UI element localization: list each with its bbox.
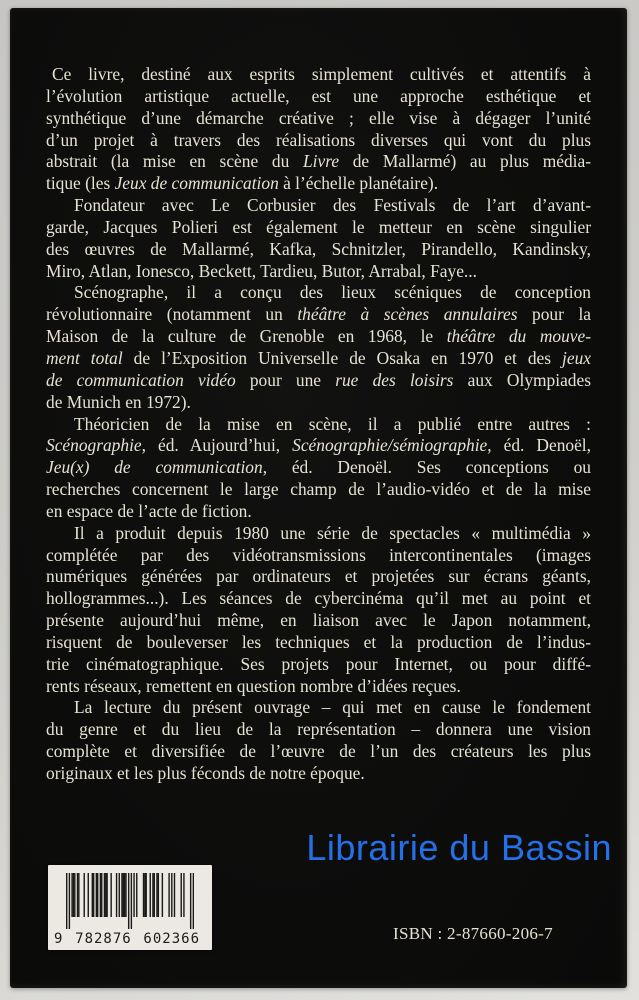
- text-segment: Maison de la culture de Grenoble en 1968, le: [46, 326, 447, 347]
- isbn-label: ISBN : 2-87660-206-7: [393, 924, 553, 943]
- text-segment: Scénographe, il a conçu des lieux scéniques de conception: [74, 282, 591, 303]
- text-line: [46, 261, 591, 283]
- bookseller-watermark: Librairie du Bassin: [306, 827, 612, 868]
- text-line: [46, 195, 591, 217]
- text-segment: aux Olympiades: [453, 369, 591, 390]
- italic-text-segment: théâtre à scènes annulaires: [297, 304, 518, 325]
- text-line: [46, 479, 591, 501]
- italic-text-segment: Jeu(x) de communication: [46, 457, 263, 478]
- text-segment: garde, Jacques Polieri est également le metteur en scène singulier: [46, 216, 591, 237]
- text-segment: Fondateur avec Le Corbusier des Festivals de l’art d’avant-: [74, 195, 591, 216]
- text-segment: risquent de bouleverser les techniques et la production de l’indus-: [46, 631, 591, 652]
- text-segment: abstrait (la mise en scène du: [46, 151, 303, 172]
- text-line: [46, 108, 591, 130]
- text-line: [46, 130, 591, 152]
- italic-text-segment: Livre: [302, 151, 340, 172]
- text-segment: Miro, Atlan, Ionesco, Beckett, Tardieu, Butor, Arrabal, Faye...: [46, 260, 477, 281]
- text-segment: de Munich en 1972).: [46, 391, 191, 412]
- text-line: [46, 523, 591, 545]
- text-segment: Ce livre, destiné aux esprits simplement cultivés et attentifs à: [52, 64, 591, 84]
- italic-text-segment: jeux: [562, 347, 591, 368]
- text-segment: , éd. Aujourd’hui,: [141, 435, 293, 456]
- text-line: [46, 414, 591, 436]
- text-line: [46, 435, 591, 457]
- text-line: [46, 457, 591, 479]
- barcode-digit-group: 602366: [143, 931, 200, 947]
- text-line: [46, 304, 591, 326]
- text-segment: complétée par des vidéotransmissions intercontinentales (images: [46, 544, 591, 565]
- text-segment: Théoricien de la mise en scène, il a publié entre autres :: [74, 413, 591, 434]
- text-line: [46, 370, 591, 392]
- text-line: [46, 566, 591, 588]
- text-segment: tique (les: [46, 173, 115, 194]
- text-segment: de Mallarmé) au plus média-: [339, 151, 591, 172]
- text-segment: hollogrammes...). Les séances de cybercinéma qu’il met au point et: [46, 588, 591, 609]
- text-line: [46, 86, 591, 108]
- text-segment: , éd. Denoël,: [487, 435, 591, 456]
- text-segment: à l’échelle planétaire).: [278, 173, 439, 194]
- text-segment: recherches concernent le large champ de l’audio-vidéo et de la mise: [46, 479, 591, 500]
- text-segment: La lecture du présent ouvrage – qui met en cause le fondement: [74, 697, 591, 718]
- text-line: [46, 239, 591, 261]
- text-segment: originaux et les plus féconds de notre époque.: [46, 763, 365, 783]
- text-line: [46, 501, 591, 523]
- book-back-cover: [10, 8, 627, 988]
- text-segment: en espace de l’acte de fiction.: [46, 500, 252, 521]
- text-segment: complète et diversifiée de l’œuvre de l’un des créateurs les plus: [46, 741, 591, 762]
- text-line: [46, 632, 591, 654]
- text-line: [46, 719, 591, 741]
- text-line: [46, 610, 591, 632]
- text-line: [46, 348, 591, 370]
- italic-text-segment: ment total: [46, 347, 123, 368]
- text-segment: présente aujourd’hui même, en liaison avec le Japon notamment,: [46, 610, 591, 631]
- italic-text-segment: Scénographie: [46, 435, 142, 456]
- text-segment: synthétique d’une démarche créative ; elle vise à dégager l’unité: [46, 107, 591, 128]
- italic-text-segment: de communication vidéo: [46, 369, 236, 390]
- text-segment: révolutionnaire (notamment un: [46, 304, 298, 325]
- text-segment: rents réseaux, remettent en question nombre d’idées reçues.: [46, 675, 461, 696]
- back-cover-text: [46, 64, 591, 785]
- text-segment: l’évolution artistique actuelle, est une approche esthétique et: [46, 85, 591, 106]
- text-segment: du genre et du lieu de la représentation – donnera une vision: [46, 719, 591, 740]
- italic-text-segment: Jeux de communication: [114, 173, 279, 194]
- text-line: [46, 151, 591, 173]
- text-line: [46, 326, 591, 348]
- barcode-label: [48, 865, 212, 950]
- barcode-digit-group: 782876: [75, 931, 132, 947]
- text-line: [46, 654, 591, 676]
- text-line: [46, 676, 591, 698]
- text-segment: trie cinématographique. Ses projets pour Internet, ou pour diffé-: [46, 653, 591, 674]
- text-line: [46, 173, 591, 195]
- text-line: [46, 588, 591, 610]
- text-segment: des œuvres de Mallarmé, Kafka, Schnitzler, Pirandello, Kandinsky,: [46, 238, 591, 259]
- text-segment: , éd. Denoël. Ses conceptions ou: [262, 457, 591, 478]
- barcode-digit-group: 9: [54, 931, 64, 947]
- text-line: [46, 697, 591, 719]
- italic-text-segment: théâtre du mouve-: [446, 326, 591, 347]
- barcode-bars-icon: [66, 873, 194, 931]
- text-line: [46, 741, 591, 763]
- text-line: [46, 282, 591, 304]
- text-segment: Il a produit depuis 1980 une série de spectacles « multimédia »: [74, 522, 591, 543]
- text-line: [46, 545, 591, 567]
- barcode-number: [54, 931, 200, 947]
- text-segment: numériques générées par ordinateurs et projetées sur écrans géants,: [46, 566, 591, 587]
- text-line: [46, 392, 591, 414]
- text-line: [46, 64, 591, 86]
- text-segment: d’un projet à travers des réalisations diverses qui vont du plus: [46, 129, 591, 150]
- text-segment: de l’Exposition Universelle de Osaka en 1970 et des: [122, 347, 563, 368]
- text-segment: pour la: [517, 304, 591, 325]
- italic-text-segment: rue des loisirs: [335, 369, 454, 390]
- text-segment: pour une: [235, 369, 336, 390]
- italic-text-segment: Scénographie/sémiographie: [292, 435, 488, 456]
- text-line: [46, 217, 591, 239]
- text-line: [46, 763, 591, 785]
